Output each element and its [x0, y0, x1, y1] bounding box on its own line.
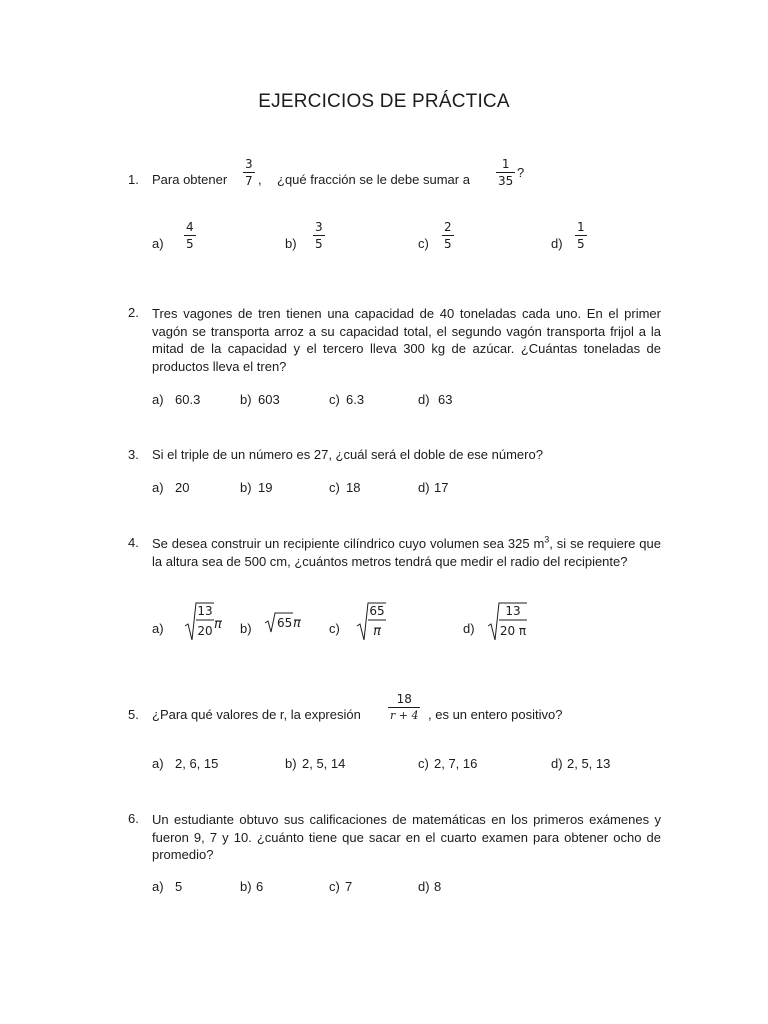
question-2-text: Tres vagones de tren tienen una capacidad de 40 toneladas cada uno. En el primer vagón se transporta arroz a su capacidad total, el segundo vagón transporta frijol a la mitad de la capacidad y el tercero lleva 300 kg de azúcar. ¿Cuántas toneladas de productos lleva el tren? [152, 306, 661, 374]
question-1-fraction-target [244, 158, 254, 187]
pi-symbol: π [293, 616, 301, 631]
q5-option-c-letter: c) [418, 756, 429, 771]
q6-option-b-letter: b) [240, 879, 252, 894]
superscript-exponent: 3 [544, 534, 550, 545]
radical-numerator: 13 [505, 604, 521, 618]
q5-option-c-value: 2, 7, 16 [434, 756, 478, 771]
fraction-denominator: 5 [315, 237, 323, 251]
q1-option-a-letter: a) [152, 236, 164, 251]
q5-option-a-value: 2, 6, 15 [175, 756, 219, 771]
q6-option-d-value: 8 [434, 879, 442, 894]
radicand: 65 [277, 616, 293, 630]
pi-symbol: π [214, 617, 222, 632]
question-5-text-end: , es un entero positivo? [428, 707, 563, 722]
page-title: EJERCICIOS DE PRÁCTICA [258, 91, 510, 112]
fraction-denominator: 7 [245, 174, 253, 188]
q4-option-d-radical [486, 600, 530, 644]
radical-denominator: 20 π [499, 624, 527, 638]
question-4-text-end: , si se requiere que la altura sea de 500 cm, ¿cuántos metros tendrá que medir el radio del recipiente? [152, 536, 661, 569]
fraction-numerator: 3 [315, 220, 323, 234]
question-6-text: Un estudiante obtuvo sus calificaciones de matemáticas en los primeros exámenes y fueron 9, 7 y 10. ¿cuánto tiene que sacar en el cuarto examen para obtener ocho de promedio? [152, 812, 661, 863]
q3-option-c-value: 18 [346, 480, 361, 495]
q5-option-b-letter: b) [285, 756, 297, 771]
fraction-denominator: r + 4 [390, 709, 419, 722]
q1-option-c-letter: c) [418, 236, 429, 251]
q2-option-b-letter: b) [240, 392, 252, 407]
q2-option-d-letter: d) [418, 392, 430, 407]
q1-option-b-letter: b) [285, 236, 297, 251]
question-2-number: 2. [128, 305, 139, 320]
fraction-numerator: 18 [396, 692, 412, 706]
question-1-fraction-base [497, 158, 514, 187]
question-3-text: Si el triple de un número es 27, ¿cuál será el doble de ese número? [152, 447, 543, 462]
fraction-numerator: 3 [245, 157, 253, 171]
question-5-fraction [389, 693, 419, 721]
q2-option-a-letter: a) [152, 392, 164, 407]
q3-option-c-letter: c) [329, 480, 340, 495]
radical-numerator: 65 [369, 604, 385, 618]
radical-numerator: 13 [197, 604, 213, 618]
q6-option-c-value: 7 [345, 879, 353, 894]
fraction-numerator: 4 [186, 220, 194, 234]
q4-option-c-radical [355, 600, 389, 644]
q3-option-b-letter: b) [240, 480, 252, 495]
q2-option-d-value: 63 [438, 392, 453, 407]
fraction-denominator: 35 [498, 174, 514, 188]
question-5-text-start: ¿Para qué valores de r, la expresión [152, 707, 361, 722]
q4-option-a-letter: a) [152, 621, 164, 636]
q1-option-d-letter: d) [551, 236, 563, 251]
question-3-number: 3. [128, 447, 139, 462]
q3-option-a-letter: a) [152, 480, 164, 495]
question-1-text-start: Para obtener [152, 172, 228, 187]
radical-denominator: 20 [197, 624, 213, 638]
q6-option-c-letter: c) [329, 879, 340, 894]
fraction-numerator: 2 [444, 220, 452, 234]
q4-option-b-radical [263, 611, 311, 635]
q5-option-b-value: 2, 5, 14 [302, 756, 346, 771]
question-4-text-start: Se desea construir un recipiente cilíndrico cuyo volumen sea 325 m [152, 536, 545, 551]
fraction-numerator: 1 [501, 157, 510, 171]
q4-option-b-letter: b) [240, 621, 252, 636]
fraction-denominator: 5 [186, 237, 194, 251]
q6-option-b-value: 6 [256, 879, 264, 894]
q3-option-d-letter: d) [418, 480, 430, 495]
q5-option-d-value: 2, 5, 13 [567, 756, 611, 771]
question-4-number: 4. [128, 535, 139, 550]
question-5-number: 5. [128, 707, 139, 722]
q5-option-a-letter: a) [152, 756, 164, 771]
q1-option-d-fraction [576, 221, 586, 250]
question-6-number: 6. [128, 811, 139, 826]
q2-option-c-letter: c) [329, 392, 340, 407]
q6-option-a-letter: a) [152, 879, 164, 894]
q3-option-d-value: 17 [434, 480, 449, 495]
question-1-text-end: ¿qué fracción se le debe sumar a [277, 172, 470, 187]
q5-option-d-letter: d) [551, 756, 563, 771]
radical-denominator: π [373, 624, 381, 639]
q2-option-a-value: 60.3 [175, 392, 201, 407]
fraction-denominator: 5 [444, 237, 452, 251]
q4-option-c-letter: c) [329, 621, 340, 636]
q6-option-d-letter: d) [418, 879, 430, 894]
q1-option-b-fraction [314, 221, 324, 250]
question-1-comma: , [258, 172, 262, 187]
question-1-number: 1. [128, 172, 139, 187]
q3-option-a-value: 20 [175, 480, 190, 495]
q2-option-c-value: 6.3 [346, 392, 365, 407]
q4-option-a-radical [183, 600, 229, 644]
question-4-text [152, 535, 661, 570]
q2-option-b-value: 603 [258, 392, 280, 407]
q6-option-a-value: 5 [175, 879, 183, 894]
q1-option-a-fraction [185, 221, 195, 250]
fraction-numerator: 1 [577, 220, 585, 234]
q1-option-c-fraction [443, 221, 453, 250]
fraction-denominator: 5 [577, 237, 585, 251]
q4-option-d-letter: d) [463, 621, 475, 636]
q3-option-b-value: 19 [258, 480, 273, 495]
question-1-question-mark: ? [517, 165, 525, 180]
